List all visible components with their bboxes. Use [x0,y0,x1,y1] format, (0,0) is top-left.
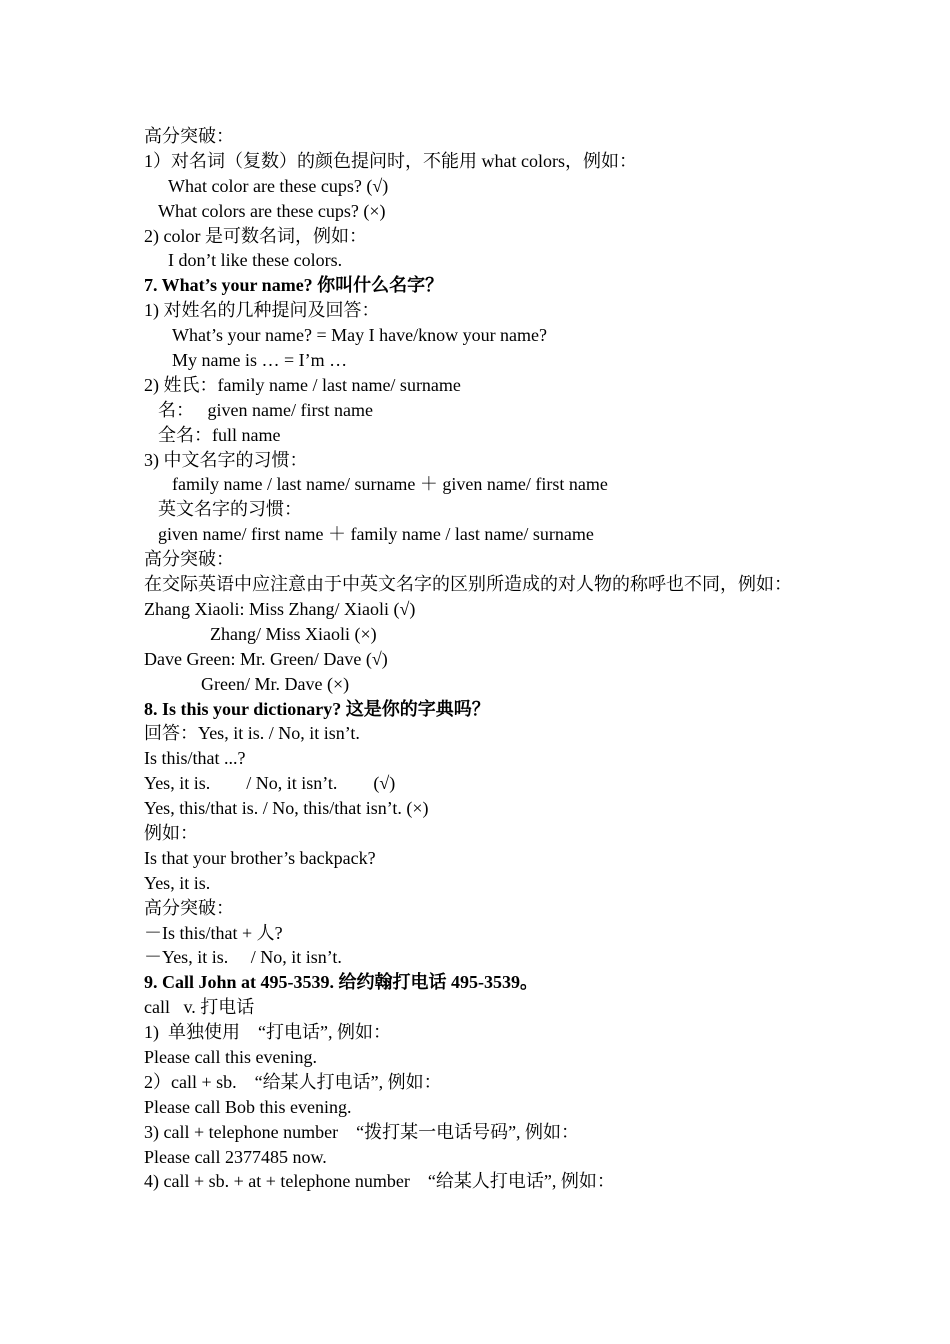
section-heading: 7. What’s your name? 你叫什么名字？ [144,275,444,296]
text-line: Yes, this/that is. / No, this/that isn’t. (×) [144,798,429,819]
section-heading: 8. Is this your dictionary? 这是你的字典吗？ [144,698,490,719]
text-line: 英文名字的习惯： [158,499,302,520]
text-line: Yes, it is. [144,872,211,893]
text-line: Dave Green: Mr. Green/ Dave (√) [144,648,388,669]
text-line: I don’t like these colors. [168,250,343,271]
text-line: 高分突破： [144,549,234,570]
text-line: 回答：Yes, it is. / No, it isn’t. [144,723,360,744]
text-line: 高分突破： [144,126,234,146]
text-line: Zhang/ Miss Xiaoli (×) [210,623,377,644]
text-line: 2) color 是可数名词，例如： [144,225,367,246]
text-line: 在交际英语中应注意由于中英文名字的区别所造成的对人物的称呼也不同，例如： [144,574,792,595]
text-line: Yes, it is. / No, it isn’t. (√) [144,773,396,794]
text-line: What’s your name? = May I have/know your name? [172,325,548,346]
text-line: 4) call + sb. + at + telephone number “给某人打电话”, 例如： [144,1171,615,1192]
text-line: 名： given name/ first name [158,399,373,420]
section-heading: 9. Call John at 495-3539. 给约翰打电话 495-3539。 [144,972,539,993]
text-line: 1) 对姓名的几种提问及回答： [144,300,380,321]
text-line: call v. 打电话 [144,997,255,1018]
text-line: Zhang Xiaoli: Miss Zhang/ Xiaoli (√) [144,598,416,619]
text-line: 高分突破： [144,897,234,918]
text-line: What colors are these cups? (×) [158,200,386,221]
text-line: given name/ first name ＋ family name / last name/ surname [158,524,594,545]
text-line: 1）对名词（复数）的颜色提问时，不能用 what colors，例如： [144,150,637,171]
text-line: －Yes, it is. / No, it isn’t. [144,947,342,968]
text-line: 3) 中文名字的习惯： [144,449,308,470]
document-body [144,124,814,1194]
text-line: Is this/that ...? [144,748,246,769]
text-line: Green/ Mr. Dave (×) [201,673,350,694]
text-line: Please call 2377485 now. [144,1146,327,1167]
text-line: What color are these cups? (√) [168,175,389,196]
text-line: 3) call + telephone number “拨打某一电话号码”, 例如： [144,1121,580,1142]
text-line: Please call Bob this evening. [144,1096,352,1117]
text-line: 全名：full name [158,424,281,445]
text-line: －Is this/that + 人? [144,922,283,943]
text-line: 2) 姓氏：family name / last name/ surname [144,374,461,395]
text-line: 2）call + sb. “给某人打电话”, 例如： [144,1071,442,1092]
text-line: My name is … = I’m … [172,350,348,371]
text-line: Is that your brother’s backpack? [144,847,376,868]
text-line: 1) 单独使用 “打电话”, 例如： [144,1022,391,1043]
text-line: 例如： [144,822,198,843]
text-line: family name / last name/ surname ＋ given name/ first name [172,474,608,495]
text-line: Please call this evening. [144,1046,317,1067]
